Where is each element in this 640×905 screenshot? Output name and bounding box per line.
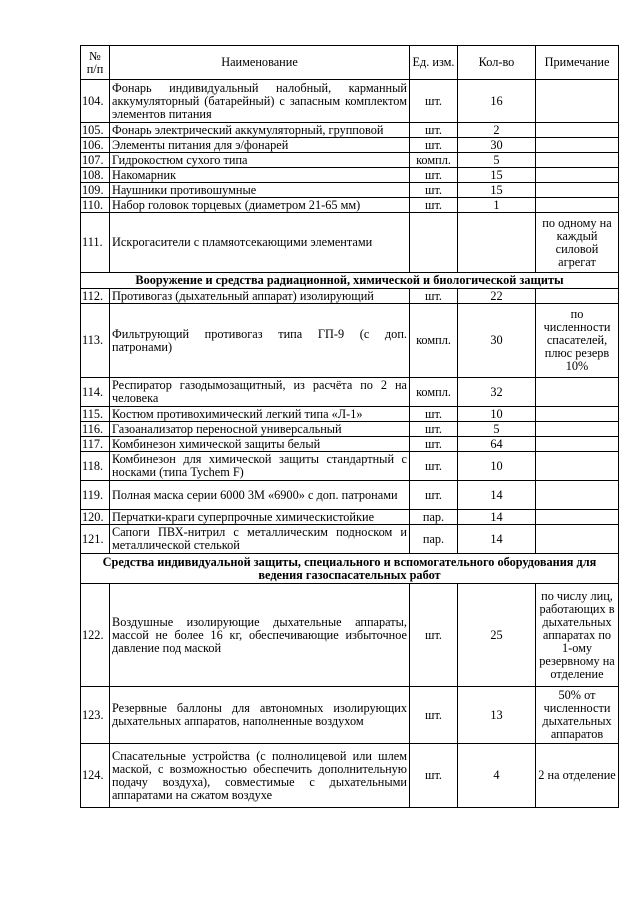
row-qty: 2 <box>458 123 536 138</box>
row-unit: пар. <box>410 510 458 525</box>
table-row <box>81 584 619 687</box>
row-note: по одному на каждый силовой агрегат <box>536 213 619 273</box>
row-num: 104. <box>81 80 110 123</box>
row-note: по числу лиц, работающих в дыхательных аппаратах по 1-ому резервному на отделение <box>536 584 619 687</box>
row-unit: шт. <box>410 168 458 183</box>
table-row <box>81 525 619 554</box>
section-title-rchbz: Вооружение и средства радиационной, химической и биологической защиты <box>81 273 619 289</box>
row-qty: 10 <box>458 407 536 422</box>
row-name: Костюм противохимический легкий типа «Л-1» <box>110 407 410 422</box>
row-note <box>536 289 619 304</box>
row-note <box>536 153 619 168</box>
row-note <box>536 407 619 422</box>
row-unit <box>410 213 458 273</box>
table-row <box>81 213 619 273</box>
row-name: Респиратор газодымозащитный, из расчёта по 2 на человека <box>110 378 410 407</box>
row-note <box>536 198 619 213</box>
table-row <box>81 422 619 437</box>
row-name: Фонарь индивидуальный налобный, карманный аккумуляторный (батарейный) с запасным комплектом элементов питания <box>110 80 410 123</box>
section-row <box>81 554 619 584</box>
row-qty: 30 <box>458 138 536 153</box>
row-unit: шт. <box>410 183 458 198</box>
header-num: № п/п <box>81 46 110 80</box>
row-qty: 14 <box>458 510 536 525</box>
row-qty: 10 <box>458 452 536 481</box>
header-unit: Ед. изм. <box>410 46 458 80</box>
table-row <box>81 168 619 183</box>
row-unit: шт. <box>410 422 458 437</box>
table-row <box>81 80 619 123</box>
row-num: 110. <box>81 198 110 213</box>
row-unit: компл. <box>410 153 458 168</box>
row-unit: компл. <box>410 304 458 378</box>
row-note <box>536 422 619 437</box>
table-row <box>81 183 619 198</box>
row-note <box>536 168 619 183</box>
table-row <box>81 452 619 481</box>
row-num: 120. <box>81 510 110 525</box>
row-name: Газоанализатор переносной универсальный <box>110 422 410 437</box>
row-unit: шт. <box>410 289 458 304</box>
table-row <box>81 153 619 168</box>
row-num: 122. <box>81 584 110 687</box>
table-row <box>81 744 619 808</box>
row-num: 116. <box>81 422 110 437</box>
row-qty: 22 <box>458 289 536 304</box>
row-note <box>536 80 619 123</box>
row-num: 115. <box>81 407 110 422</box>
row-name: Накомарник <box>110 168 410 183</box>
row-num: 119. <box>81 481 110 510</box>
row-note <box>536 481 619 510</box>
table-row <box>81 289 619 304</box>
row-unit: шт. <box>410 123 458 138</box>
row-unit: шт. <box>410 452 458 481</box>
row-num: 113. <box>81 304 110 378</box>
header-note: Примечание <box>536 46 619 80</box>
row-name: Фонарь электрический аккумуляторный, групповой <box>110 123 410 138</box>
row-name: Наушники противошумные <box>110 183 410 198</box>
row-qty: 5 <box>458 422 536 437</box>
row-note <box>536 510 619 525</box>
row-unit: шт. <box>410 80 458 123</box>
row-qty: 5 <box>458 153 536 168</box>
table-row <box>81 198 619 213</box>
row-num: 109. <box>81 183 110 198</box>
row-name: Фильтрующий противогаз типа ГП-9 (с доп. патронами) <box>110 304 410 378</box>
table-row <box>81 138 619 153</box>
section-row <box>81 273 619 289</box>
row-name: Перчатки-краги суперпрочные химическистойкие <box>110 510 410 525</box>
equipment-table <box>80 45 619 808</box>
row-num: 107. <box>81 153 110 168</box>
row-unit: шт. <box>410 198 458 213</box>
row-note <box>536 525 619 554</box>
row-qty: 15 <box>458 168 536 183</box>
row-qty: 30 <box>458 304 536 378</box>
row-note <box>536 138 619 153</box>
row-name: Набор головок торцевых (диаметром 21-65 мм) <box>110 198 410 213</box>
row-name: Комбинезон для химической защиты стандартный с носками (типа Tychem F) <box>110 452 410 481</box>
table-row <box>81 687 619 744</box>
row-num: 106. <box>81 138 110 153</box>
row-unit: шт. <box>410 584 458 687</box>
row-qty: 4 <box>458 744 536 808</box>
row-note <box>536 452 619 481</box>
table-row <box>81 407 619 422</box>
row-name: Противогаз (дыхательный аппарат) изолирующий <box>110 289 410 304</box>
row-num: 105. <box>81 123 110 138</box>
table-row <box>81 304 619 378</box>
header-qty: Кол-во <box>458 46 536 80</box>
row-unit: пар. <box>410 525 458 554</box>
row-note <box>536 378 619 407</box>
row-note: по численности спасателей, плюс резерв 10% <box>536 304 619 378</box>
row-unit: шт. <box>410 138 458 153</box>
row-unit: компл. <box>410 378 458 407</box>
row-qty <box>458 213 536 273</box>
row-num: 123. <box>81 687 110 744</box>
row-unit: шт. <box>410 744 458 808</box>
row-num: 112. <box>81 289 110 304</box>
row-qty: 64 <box>458 437 536 452</box>
row-note: 50% от численности дыхательных аппаратов <box>536 687 619 744</box>
row-unit: шт. <box>410 481 458 510</box>
row-qty: 25 <box>458 584 536 687</box>
row-qty: 1 <box>458 198 536 213</box>
row-name: Сапоги ПВХ-нитрил с металлическим подноском и металлической стелькой <box>110 525 410 554</box>
row-num: 117. <box>81 437 110 452</box>
row-num: 124. <box>81 744 110 808</box>
row-note: 2 на отделение <box>536 744 619 808</box>
row-name: Гидрокостюм сухого типа <box>110 153 410 168</box>
row-qty: 16 <box>458 80 536 123</box>
table-row <box>81 437 619 452</box>
row-name: Резервные баллоны для автономных изолирующих дыхательных аппаратов, наполненные воздухом <box>110 687 410 744</box>
row-name: Спасательные устройства (с полнолицевой или шлем маской, с возможностью обеспечить дополнительную подачу воздуха), совместимые с дыхательными аппаратами на сжатом воздухе <box>110 744 410 808</box>
row-num: 111. <box>81 213 110 273</box>
row-name: Элементы питания для э/фонарей <box>110 138 410 153</box>
row-unit: шт. <box>410 407 458 422</box>
row-note <box>536 437 619 452</box>
row-note <box>536 123 619 138</box>
table-row <box>81 481 619 510</box>
row-name: Комбинезон химической защиты белый <box>110 437 410 452</box>
section-title-gas-rescue: Средства индивидуальной защиты, специального и вспомогательного оборудования для ведения газоспасательных работ <box>81 554 619 584</box>
row-num: 114. <box>81 378 110 407</box>
row-qty: 15 <box>458 183 536 198</box>
table-row <box>81 378 619 407</box>
header-name: Наименование <box>110 46 410 80</box>
table-row <box>81 510 619 525</box>
row-name: Воздушные изолирующие дыхательные аппараты, массой не более 16 кг, обеспечивающие избыточное давление под маской <box>110 584 410 687</box>
row-qty: 14 <box>458 525 536 554</box>
table-row <box>81 123 619 138</box>
row-num: 121. <box>81 525 110 554</box>
row-num: 108. <box>81 168 110 183</box>
row-name: Искрогасители с пламяотсекающими элементами <box>110 213 410 273</box>
table-header-row <box>81 46 619 80</box>
row-unit: шт. <box>410 687 458 744</box>
row-unit: шт. <box>410 437 458 452</box>
row-qty: 32 <box>458 378 536 407</box>
row-qty: 13 <box>458 687 536 744</box>
row-note <box>536 183 619 198</box>
row-qty: 14 <box>458 481 536 510</box>
row-name: Полная маска серии 6000 3М «6900» с доп. патронами <box>110 481 410 510</box>
row-num: 118. <box>81 452 110 481</box>
